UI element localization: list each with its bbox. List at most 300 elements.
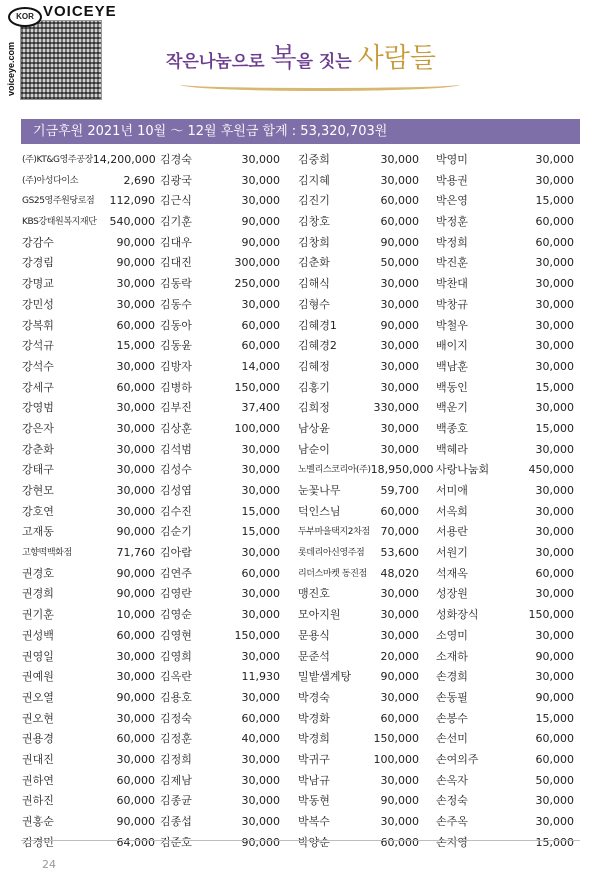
donation-amount: 60,000 bbox=[241, 339, 280, 353]
donor-row bbox=[22, 584, 155, 605]
donor-name: 손선미 bbox=[436, 732, 468, 746]
donor-name: 눈꽃나무 bbox=[298, 484, 341, 497]
donor-name: 사랑나눔회 bbox=[436, 463, 490, 477]
donor-name: 김영희 bbox=[160, 649, 192, 663]
donor-name: 성화장식 bbox=[436, 608, 479, 622]
donation-amount: 15,000 bbox=[535, 421, 574, 435]
donor-row bbox=[22, 253, 155, 274]
donation-amount: 90,000 bbox=[116, 815, 155, 828]
donation-amount: 250,000 bbox=[234, 277, 280, 291]
donation-amount: 59,700 bbox=[380, 484, 419, 497]
donor-row bbox=[298, 502, 419, 523]
donation-amount: 30,000 bbox=[241, 153, 280, 166]
donor-row bbox=[22, 233, 155, 254]
donor-row bbox=[298, 522, 419, 543]
donor-row bbox=[298, 543, 419, 564]
donor-name: 김순기 bbox=[160, 525, 192, 539]
donor-row bbox=[436, 419, 574, 440]
donor-name: 강석수 bbox=[22, 359, 54, 373]
donation-amount: 90,000 bbox=[116, 256, 155, 270]
donor-row bbox=[160, 398, 280, 419]
donor-name: 권경호 bbox=[22, 566, 54, 580]
donation-amount: 100,000 bbox=[373, 752, 419, 766]
donor-name: 맹진호 bbox=[298, 587, 330, 601]
donation-amount: 30,000 bbox=[380, 297, 419, 311]
donation-amount: 30,000 bbox=[380, 153, 419, 166]
donor-name: 김동수 bbox=[160, 297, 192, 311]
donation-amount: 30,000 bbox=[535, 339, 574, 353]
donation-amount: 90,000 bbox=[380, 235, 419, 249]
donation-amount: 30,000 bbox=[241, 442, 280, 456]
donation-amount: 30,000 bbox=[535, 628, 574, 642]
donation-amount: 48,020 bbox=[380, 566, 419, 580]
donor-row bbox=[436, 543, 574, 564]
donation-amount: 30,000 bbox=[380, 277, 419, 291]
donor-name: 박창규 bbox=[436, 297, 468, 311]
donation-amount: 30,000 bbox=[535, 794, 574, 808]
donor-row bbox=[298, 584, 419, 605]
donor-name: 백남훈 bbox=[436, 359, 468, 373]
donor-row bbox=[436, 833, 574, 854]
donation-amount: 15,000 bbox=[241, 504, 280, 518]
donor-name: 박경화 bbox=[298, 711, 330, 725]
donation-amount: 540,000 bbox=[109, 215, 155, 229]
donor-name: 고향떡백화점 bbox=[22, 548, 72, 559]
donor-name: 김제남 bbox=[160, 773, 192, 787]
donation-amount: 40,000 bbox=[241, 732, 280, 746]
donor-row bbox=[436, 605, 574, 626]
donor-name: 김기훈 bbox=[160, 215, 192, 229]
donor-row bbox=[436, 357, 574, 378]
donor-name: 김용호 bbox=[160, 690, 192, 704]
donor-name: 박찬대 bbox=[436, 277, 468, 291]
donor-row bbox=[22, 481, 155, 502]
donor-name: 강은자 bbox=[22, 421, 54, 435]
donation-amount: 11,930 bbox=[241, 670, 280, 684]
logo-part-2: 복 bbox=[270, 43, 297, 74]
donor-name: 손정숙 bbox=[436, 794, 468, 808]
donor-name: 김혜정 bbox=[298, 359, 330, 373]
donation-amount: 30,000 bbox=[535, 277, 574, 291]
donation-amount: 30,000 bbox=[380, 359, 419, 373]
donor-row bbox=[298, 605, 419, 626]
donor-name: 강춘화 bbox=[22, 442, 54, 456]
donor-name: 김진기 bbox=[298, 194, 330, 208]
donation-amount: 60,000 bbox=[380, 711, 419, 725]
donor-row bbox=[436, 316, 574, 337]
donation-amount: 30,000 bbox=[380, 173, 419, 187]
donation-amount: 30,000 bbox=[380, 628, 419, 642]
donation-amount: 30,000 bbox=[241, 546, 280, 560]
donor-row bbox=[22, 522, 155, 543]
donor-name: 강감수 bbox=[22, 235, 54, 249]
donor-row bbox=[160, 357, 280, 378]
donor-row bbox=[436, 440, 574, 461]
donor-name: 권하진 bbox=[22, 794, 54, 808]
donor-row bbox=[436, 750, 574, 771]
donor-name: 김창희 bbox=[298, 235, 330, 249]
donation-amount: 30,000 bbox=[535, 297, 574, 311]
donor-name: 김형수 bbox=[298, 297, 330, 311]
donor-name: 권성백 bbox=[22, 628, 54, 642]
donation-amount: 30,000 bbox=[535, 359, 574, 373]
donation-amount: 30,000 bbox=[241, 173, 280, 187]
donation-amount: 30,000 bbox=[535, 546, 574, 560]
voiceye-qr-code bbox=[20, 20, 102, 100]
donor-column bbox=[22, 150, 155, 853]
donation-amount: 30,000 bbox=[380, 690, 419, 704]
donor-row bbox=[436, 522, 574, 543]
donor-row bbox=[160, 833, 280, 854]
donation-amount: 30,000 bbox=[535, 153, 574, 166]
donor-row bbox=[160, 564, 280, 585]
donor-name: 김영란 bbox=[160, 587, 192, 601]
donation-amount: 30,000 bbox=[116, 277, 155, 291]
donor-name: 김대진 bbox=[160, 256, 192, 270]
donation-amount: 112,090 bbox=[109, 194, 155, 208]
donor-row bbox=[298, 771, 419, 792]
donor-name: 김연주 bbox=[160, 566, 192, 580]
donor-name: 손옥자 bbox=[436, 773, 468, 787]
donor-name: 권경희 bbox=[22, 587, 54, 601]
donation-amount: 30,000 bbox=[116, 711, 155, 725]
donor-row bbox=[436, 771, 574, 792]
donation-amount: 30,000 bbox=[116, 649, 155, 663]
donor-name: 김해식 bbox=[298, 277, 330, 291]
donation-amount: 70,000 bbox=[380, 525, 419, 539]
donation-amount: 90,000 bbox=[535, 649, 574, 663]
donor-name: 김희정 bbox=[298, 401, 330, 415]
donor-name: 강명교 bbox=[22, 277, 54, 291]
donation-amount: 90,000 bbox=[380, 670, 419, 684]
donor-row bbox=[436, 274, 574, 295]
donor-row bbox=[436, 647, 574, 668]
donor-row bbox=[160, 626, 280, 647]
donation-amount: 37,400 bbox=[241, 401, 280, 415]
donor-name: 김정훈 bbox=[160, 732, 192, 746]
donor-row bbox=[436, 295, 574, 316]
donor-row bbox=[22, 543, 155, 564]
donor-row bbox=[298, 667, 419, 688]
donor-row bbox=[160, 336, 280, 357]
donation-amount: 30,000 bbox=[535, 525, 574, 539]
donation-amount: 150,000 bbox=[234, 628, 280, 642]
donor-name: 밀밭샘계탕 bbox=[298, 670, 352, 684]
donor-row bbox=[160, 460, 280, 481]
donor-row bbox=[22, 771, 155, 792]
donor-row bbox=[22, 316, 155, 337]
donor-name: 박귀구 bbox=[298, 752, 330, 766]
donation-amount: 30,000 bbox=[380, 421, 419, 435]
donor-row bbox=[160, 171, 280, 192]
donor-row bbox=[22, 688, 155, 709]
donor-row bbox=[160, 419, 280, 440]
logo-swoosh bbox=[180, 78, 460, 91]
donor-row bbox=[298, 688, 419, 709]
donor-row bbox=[436, 584, 574, 605]
donor-name: 강경림 bbox=[22, 256, 54, 270]
donation-amount: 15,000 bbox=[535, 380, 574, 394]
donation-amount: 60,000 bbox=[535, 752, 574, 766]
donor-row bbox=[22, 647, 155, 668]
donor-row bbox=[298, 564, 419, 585]
donor-row bbox=[160, 481, 280, 502]
donor-name: 박영미 bbox=[436, 153, 468, 166]
donor-row bbox=[436, 709, 574, 730]
donor-column bbox=[160, 150, 280, 853]
donation-amount: 30,000 bbox=[380, 442, 419, 456]
donor-name: 서미애 bbox=[436, 484, 468, 497]
donation-amount: 15,000 bbox=[241, 525, 280, 539]
donor-row bbox=[298, 481, 419, 502]
donor-name: 김아람 bbox=[160, 546, 192, 560]
donor-name: 김경숙 bbox=[160, 153, 192, 166]
donation-amount: 100,000 bbox=[234, 421, 280, 435]
donor-name: 김동아 bbox=[160, 318, 192, 332]
donor-row bbox=[436, 502, 574, 523]
donation-summary-header: 기금후원 2021년 10월 ～ 12월 후원금 합계 : 53,320,703원 bbox=[21, 119, 580, 144]
donor-name: 남상윤 bbox=[298, 421, 330, 435]
donation-amount: 60,000 bbox=[535, 566, 574, 580]
donation-amount: 15,000 bbox=[535, 835, 574, 849]
donation-amount: 64,000 bbox=[116, 835, 155, 849]
donor-row bbox=[436, 378, 574, 399]
donor-row bbox=[436, 667, 574, 688]
donor-row bbox=[22, 833, 155, 854]
donor-row bbox=[22, 212, 155, 233]
donor-row bbox=[22, 378, 155, 399]
donor-name: 김동락 bbox=[160, 277, 192, 291]
donor-name: 손봉수 bbox=[436, 711, 468, 725]
donor-name: 강영범 bbox=[22, 401, 54, 415]
donor-name: 두부마을택지2차점 bbox=[298, 527, 370, 538]
donor-name: 백운기 bbox=[436, 401, 468, 415]
donor-row bbox=[22, 357, 155, 378]
donor-row bbox=[298, 191, 419, 212]
donor-name: 손동필 bbox=[436, 690, 468, 704]
donation-amount: 30,000 bbox=[241, 484, 280, 497]
donor-name: 권홍순 bbox=[22, 815, 54, 828]
donor-name: 모아지원 bbox=[298, 608, 341, 622]
donor-row bbox=[298, 709, 419, 730]
donation-amount: 90,000 bbox=[116, 235, 155, 249]
donor-name: 권대진 bbox=[22, 752, 54, 766]
donor-name: 배이지 bbox=[436, 339, 468, 353]
donor-name: 서옥희 bbox=[436, 504, 468, 518]
donor-name: 권하연 bbox=[22, 773, 54, 787]
donor-row bbox=[436, 171, 574, 192]
donor-name: 강현모 bbox=[22, 484, 54, 497]
donation-amount: 60,000 bbox=[116, 794, 155, 808]
donation-amount: 71,760 bbox=[116, 546, 155, 560]
donor-name: 박동현 bbox=[298, 794, 330, 808]
donor-row bbox=[298, 378, 419, 399]
donation-amount: 300,000 bbox=[234, 256, 280, 270]
donation-amount: 30,000 bbox=[380, 587, 419, 601]
donor-name: 손지영 bbox=[436, 835, 468, 849]
donor-row bbox=[298, 295, 419, 316]
donation-amount: 30,000 bbox=[116, 484, 155, 497]
donation-amount: 90,000 bbox=[116, 525, 155, 539]
donation-amount: 90,000 bbox=[380, 318, 419, 332]
donor-row bbox=[436, 791, 574, 812]
logo-part-4: 사람들 bbox=[357, 43, 436, 74]
donor-name: 김홍기 bbox=[298, 380, 330, 394]
donor-row bbox=[160, 522, 280, 543]
donor-name: 김준호 bbox=[160, 835, 192, 849]
donor-row bbox=[22, 791, 155, 812]
donor-name: (주)아성다이소 bbox=[22, 175, 78, 186]
donor-name: 박복수 bbox=[298, 815, 330, 828]
donor-name: 강세구 bbox=[22, 380, 54, 394]
donation-amount: 14,000 bbox=[241, 359, 280, 373]
donor-row bbox=[160, 750, 280, 771]
donor-name: 김영현 bbox=[160, 628, 192, 642]
donor-row bbox=[22, 605, 155, 626]
donation-amount: 30,000 bbox=[116, 752, 155, 766]
donor-row bbox=[160, 791, 280, 812]
donor-name: GS25영주원당로점 bbox=[22, 196, 95, 207]
donation-amount: 90,000 bbox=[241, 235, 280, 249]
donor-row bbox=[298, 647, 419, 668]
donor-name: 강복휘 bbox=[22, 318, 54, 332]
donation-amount: 15,000 bbox=[116, 339, 155, 353]
donor-name: 박경희 bbox=[298, 732, 330, 746]
donor-name: 강호연 bbox=[22, 504, 54, 518]
donor-row bbox=[160, 378, 280, 399]
donor-name: 김수진 bbox=[160, 504, 192, 518]
donation-amount: 60,000 bbox=[241, 566, 280, 580]
donor-name: 김옥란 bbox=[160, 670, 192, 684]
donor-row bbox=[160, 605, 280, 626]
donor-name: 백종호 bbox=[436, 421, 468, 435]
donor-name: 김영순 bbox=[160, 608, 192, 622]
donor-name: 박용권 bbox=[436, 173, 468, 187]
donor-name: 박철우 bbox=[436, 318, 468, 332]
donation-amount: 50,000 bbox=[380, 256, 419, 270]
donor-name: 권기훈 bbox=[22, 608, 54, 622]
kor-badge: KOR bbox=[8, 7, 42, 27]
donor-name: 덕인스님 bbox=[298, 504, 341, 518]
donation-amount: 60,000 bbox=[116, 773, 155, 787]
donor-row bbox=[160, 647, 280, 668]
donation-amount: 30,000 bbox=[535, 318, 574, 332]
donor-name: 김종균 bbox=[160, 794, 192, 808]
organization-logo bbox=[166, 36, 436, 75]
donor-row bbox=[298, 171, 419, 192]
donor-name: 김중희 bbox=[298, 153, 330, 166]
donor-row bbox=[298, 336, 419, 357]
donor-row bbox=[436, 253, 574, 274]
donor-row bbox=[298, 253, 419, 274]
donor-row bbox=[22, 440, 155, 461]
donor-row bbox=[298, 626, 419, 647]
donor-row bbox=[160, 771, 280, 792]
donation-amount: 330,000 bbox=[373, 401, 419, 415]
donation-amount: 90,000 bbox=[241, 215, 280, 229]
donor-name: KBS강태원복지재단 bbox=[22, 217, 97, 228]
donor-row bbox=[22, 667, 155, 688]
donation-amount: 60,000 bbox=[380, 194, 419, 208]
donor-name: 김광국 bbox=[160, 173, 192, 187]
donation-amount: 14,200,000 bbox=[92, 153, 156, 166]
donor-row bbox=[22, 274, 155, 295]
donor-name: 소재하 bbox=[436, 649, 468, 663]
donation-amount: 30,000 bbox=[380, 815, 419, 828]
donation-amount: 10,000 bbox=[116, 608, 155, 622]
donor-name: 김정숙 bbox=[160, 711, 192, 725]
donor-name: 권오현 bbox=[22, 711, 54, 725]
donation-amount: 30,000 bbox=[535, 484, 574, 497]
donation-amount: 30,000 bbox=[241, 773, 280, 787]
donation-amount: 60,000 bbox=[380, 504, 419, 518]
donor-row bbox=[160, 729, 280, 750]
donation-amount: 30,000 bbox=[241, 690, 280, 704]
donor-name: 김혜경2 bbox=[298, 339, 337, 353]
donor-row bbox=[298, 460, 434, 481]
donor-name: 백혜라 bbox=[436, 442, 468, 456]
donation-amount: 2,690 bbox=[123, 173, 155, 187]
donor-row bbox=[160, 274, 280, 295]
donation-amount: 150,000 bbox=[373, 732, 419, 746]
donation-amount: 150,000 bbox=[528, 608, 574, 622]
donation-amount: 30,000 bbox=[535, 256, 574, 270]
donor-name: 소영미 bbox=[436, 628, 468, 642]
donor-name: 김방자 bbox=[160, 359, 192, 373]
donor-name: 김부진 bbox=[160, 401, 192, 415]
donor-row bbox=[22, 626, 155, 647]
donation-amount: 30,000 bbox=[241, 608, 280, 622]
donation-amount: 30,000 bbox=[535, 587, 574, 601]
donor-row bbox=[160, 295, 280, 316]
page-number: 24 bbox=[42, 858, 56, 871]
donor-row bbox=[160, 191, 280, 212]
donation-amount: 20,000 bbox=[380, 649, 419, 663]
donor-name: 손주옥 bbox=[436, 815, 468, 828]
donor-row bbox=[22, 729, 155, 750]
donor-row bbox=[22, 460, 155, 481]
donor-row bbox=[22, 564, 155, 585]
donation-amount: 50,000 bbox=[535, 773, 574, 787]
donor-row bbox=[22, 336, 155, 357]
donation-amount: 30,000 bbox=[380, 380, 419, 394]
donation-amount: 60,000 bbox=[241, 711, 280, 725]
donor-row bbox=[160, 233, 280, 254]
donor-row bbox=[298, 316, 419, 337]
donation-amount: 30,000 bbox=[116, 401, 155, 415]
donor-row bbox=[160, 440, 280, 461]
donation-amount: 60,000 bbox=[380, 835, 419, 849]
donor-name: 롯데리아신영주점 bbox=[298, 548, 365, 559]
donor-row bbox=[22, 709, 155, 730]
donor-row bbox=[22, 171, 155, 192]
donor-name: 김석범 bbox=[160, 442, 192, 456]
donor-name: 박정희 bbox=[436, 235, 468, 249]
donor-name: 권오열 bbox=[22, 690, 54, 704]
donor-row bbox=[298, 750, 419, 771]
donation-amount: 30,000 bbox=[535, 173, 574, 187]
donor-name: 김성수 bbox=[160, 463, 192, 477]
donation-amount: 30,000 bbox=[241, 649, 280, 663]
donor-row bbox=[22, 502, 155, 523]
donor-row bbox=[436, 812, 574, 833]
donation-amount: 30,000 bbox=[116, 421, 155, 435]
donor-name: 김정희 bbox=[160, 752, 192, 766]
donor-name: 김혜경1 bbox=[298, 318, 337, 332]
donor-name: 박남규 bbox=[298, 773, 330, 787]
donor-name: 박경숙 bbox=[298, 690, 330, 704]
donation-amount: 30,000 bbox=[241, 815, 280, 828]
